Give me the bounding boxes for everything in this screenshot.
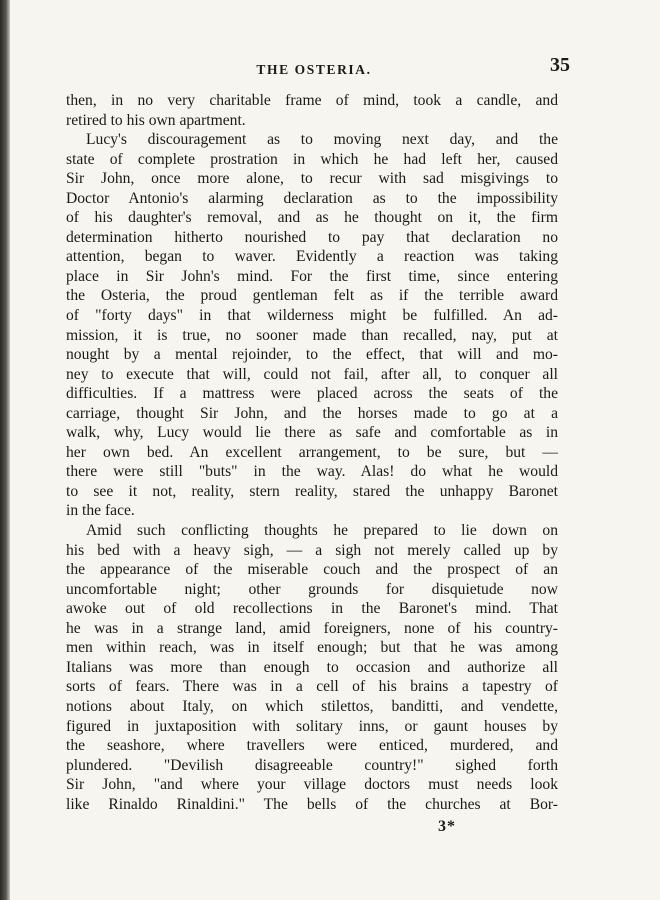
- text-line: Lucy's discouragement as to moving next day, and the: [86, 131, 558, 149]
- text-line: notions about Italy, on which stilettos, banditti, and vendette,: [66, 697, 558, 715]
- text-line: her own bed. An excellent arrangement, to be sure, but —: [66, 443, 558, 461]
- text-line: Sir John, "and where your village doctors must needs look: [66, 776, 558, 794]
- text-line: in the face.: [66, 502, 135, 520]
- text-line: state of complete prostration in which he had left her, caused: [66, 150, 558, 168]
- text-line: the appearance of the miserable couch and the prospect of an: [66, 561, 558, 579]
- text-line: of "forty days" in that wilderness might be fulfilled. An ad-: [66, 307, 558, 325]
- text-line: he was in a strange land, amid foreigners, none of his country-: [66, 619, 558, 637]
- text-line: awoke out of old recollections in the Baronet's mind. That: [66, 600, 558, 618]
- text-line: carriage, thought Sir John, and the horses made to go at a: [66, 404, 558, 422]
- text-line: attention, began to waver. Evidently a reaction was taking: [66, 248, 558, 266]
- text-line: men within reach, was in itself enough; but that he was among: [66, 639, 558, 657]
- text-line: uncomfortable night; other grounds for disquietude now: [66, 580, 558, 598]
- text-line: Doctor Antonio's alarming declaration as to the impossibility: [66, 189, 558, 207]
- text-line: mission, it is true, no sooner made than recalled, nay, put at: [66, 326, 558, 344]
- text-line: determination hitherto nourished to pay that declaration no: [66, 228, 558, 246]
- text-line: place in Sir John's mind. For the first time, since entering: [66, 267, 558, 285]
- text-line: walk, why, Lucy would lie there as safe and comfortable as in: [66, 424, 558, 442]
- text-line: the seashore, where travellers were enticed, murdered, and: [66, 737, 558, 755]
- text-line: ney to execute that will, could not fail, after all, to conquer all: [66, 365, 558, 383]
- text-line: like Rinaldo Rinaldini." The bells of the churches at Bor-: [66, 795, 558, 813]
- signature-mark: 3*: [438, 818, 456, 835]
- text-line: figured in juxtaposition with solitary inns, or gaunt houses by: [66, 717, 558, 735]
- text-line: his bed with a heavy sigh, — a sigh not merely called up by: [66, 541, 558, 559]
- text-line: then, in no very charitable frame of mind, took a candle, and: [66, 92, 558, 109]
- text-line: the Osteria, the proud gentleman felt as if the terrible award: [66, 287, 558, 305]
- text-line: sorts of fears. There was in a cell of his brains a tapestry of: [66, 678, 558, 696]
- book-spine-edge: [0, 0, 10, 900]
- text-line: there were still "buts" in the way. Alas! do what he would: [66, 463, 558, 481]
- text-line: retired to his own apartment.: [66, 111, 246, 129]
- text-line: to see it not, reality, stern reality, stared the unhappy Baronet: [66, 482, 558, 500]
- text-line: of his daughter's removal, and as he thought on it, the firm: [66, 209, 558, 227]
- text-line: Italians was more than enough to occasion and authorize all: [66, 658, 558, 676]
- text-line: Sir John, once more alone, to recur with sad misgivings to: [66, 170, 558, 188]
- text-line: difficulties. If a mattress were placed across the seats of the: [66, 385, 558, 403]
- text-line: Amid such conflicting thoughts he prepared to lie down on: [86, 522, 558, 540]
- page-header: [64, 52, 570, 80]
- page-number: 35: [550, 54, 570, 76]
- body-text: [66, 91, 558, 814]
- running-title: THE OSTERIA.: [256, 62, 372, 77]
- text-line: plundered. "Devilish disagreeable country!" sighed forth: [66, 756, 558, 774]
- text-line: nought by a mental rejoinder, to the effect, that will and mo-: [66, 346, 558, 364]
